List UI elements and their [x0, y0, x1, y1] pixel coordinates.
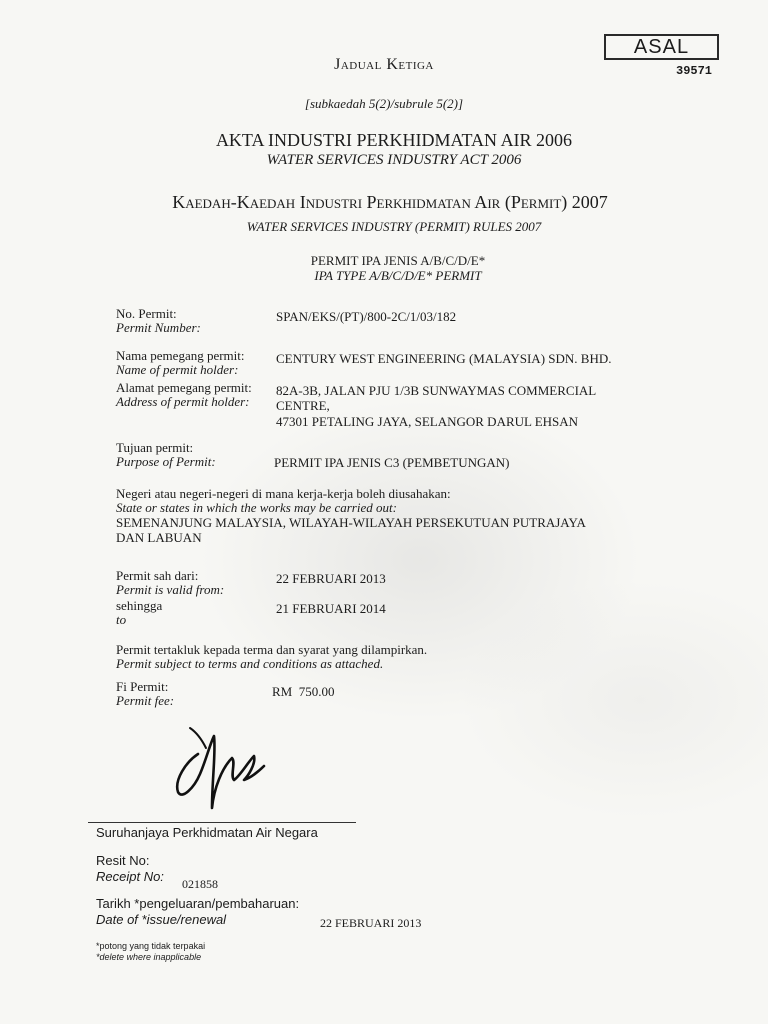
holder-address-line1: 82A-3B, JALAN PJU 1/3B SUNWAYMAS COMMERCIAL — [276, 383, 597, 398]
permit-type-en: IPA TYPE A/B/C/D/E* PERMIT — [314, 268, 482, 283]
purpose-label — [116, 441, 216, 469]
holder-name-label-ms: Nama pemegang permit: — [116, 348, 245, 363]
valid-to-label-ms: sehingga — [116, 598, 163, 613]
conditions-ms: Permit tertakluk kepada terma dan syarat yang dilampirkan. — [116, 642, 428, 657]
fee-amount: 750.00 — [298, 684, 335, 699]
rules-title-en: WATER SERVICES INDUSTRY (PERMIT) RULES 2007 — [246, 219, 542, 234]
valid-from-label-en: Permit is valid from: — [116, 582, 225, 597]
holder-name-label-en: Name of permit holder: — [116, 362, 239, 377]
states-value-line2: DAN LABUAN — [116, 530, 202, 545]
receipt-value: 021858 — [182, 877, 218, 891]
holder-address-label-en: Address of permit holder: — [116, 394, 250, 409]
purpose-value: PERMIT IPA JENIS C3 (PEMBETUNGAN) — [274, 455, 510, 470]
holder-address-label-ms: Alamat pemegang permit: — [116, 380, 252, 395]
fee-label — [116, 680, 174, 708]
fee-value — [272, 684, 334, 700]
holder-address-line2: CENTRE, — [276, 398, 330, 413]
signatory-name: Suruhanjaya Perkhidmatan Air Negara — [96, 825, 318, 840]
signature-line — [88, 822, 356, 823]
permit-type-ms: PERMIT IPA JENIS A/B/C/D/E* — [310, 253, 486, 268]
holder-address-line3: 47301 PETALING JAYA, SELANGOR DARUL EHSAN — [276, 414, 579, 429]
purpose-label-ms: Tujuan permit: — [116, 440, 194, 455]
subrule-reference: [subkaedah 5(2)/subrule 5(2)] — [304, 96, 464, 111]
act-title-ms: AKTA INDUSTRI PERKHIDMATAN AIR 2006 — [215, 130, 573, 150]
receipt-label-en: Receipt No: — [96, 869, 164, 884]
receipt-label-ms: Resit No: — [96, 853, 150, 868]
conditions-note — [116, 643, 427, 671]
states-label — [116, 487, 451, 515]
rules-title-ms: Kaedah-Kaedah Industri Perkhidmatan Air (Permit) 2007 — [172, 192, 608, 212]
footnote-en: *delete where inapplicable — [96, 952, 202, 962]
holder-address-label — [116, 381, 252, 409]
states-value-line1: SEMENANJUNG MALAYSIA, WILAYAH-WILAYAH PERSEKUTUAN PUTRAJAYA — [116, 515, 586, 530]
footnote-ms: *potong yang tidak terpakai — [96, 941, 206, 951]
issue-date-label-ms: Tarikh *pengeluaran/pembaharuan: — [96, 896, 300, 911]
valid-from-label-ms: Permit sah dari: — [116, 568, 199, 583]
issue-date-label-en: Date of *issue/renewal — [96, 912, 227, 927]
valid-to-label-en: to — [116, 612, 127, 627]
purpose-label-en: Purpose of Permit: — [116, 454, 216, 469]
holder-name-label — [116, 349, 245, 377]
fee-label-ms: Fi Permit: — [116, 679, 169, 694]
valid-to-value: 21 FEBRUARI 2014 — [276, 601, 386, 616]
permit-number-label-en: Permit Number: — [116, 320, 201, 335]
permit-number-label — [116, 307, 201, 335]
conditions-en: Permit subject to terms and conditions as attached. — [116, 656, 384, 671]
act-title-en: WATER SERVICES INDUSTRY ACT 2006 — [266, 152, 522, 168]
asal-stamp: ASAL — [604, 34, 719, 60]
valid-from-value: 22 FEBRUARI 2013 — [276, 571, 386, 586]
signature-image — [160, 718, 270, 822]
fee-currency: RM — [272, 684, 293, 699]
permit-number-value: SPAN/EKS/(PT)/800-2C/1/03/182 — [276, 309, 457, 324]
fee-label-en: Permit fee: — [116, 693, 175, 708]
valid-from-label — [116, 569, 224, 597]
schedule-title: Jadual Ketiga — [334, 56, 434, 73]
states-label-en: State or states in which the works may be carried out: — [116, 500, 397, 515]
valid-to-label — [116, 599, 162, 627]
issue-date-value: 22 FEBRUARI 2013 — [320, 916, 422, 930]
holder-name-value: CENTURY WEST ENGINEERING (MALAYSIA) SDN. BHD. — [276, 351, 612, 366]
permit-number-label-ms: No. Permit: — [116, 306, 177, 321]
states-label-ms: Negeri atau negeri-negeri di mana kerja-kerja boleh diusahakan: — [116, 486, 451, 501]
serial-number: 39571 — [676, 64, 713, 78]
